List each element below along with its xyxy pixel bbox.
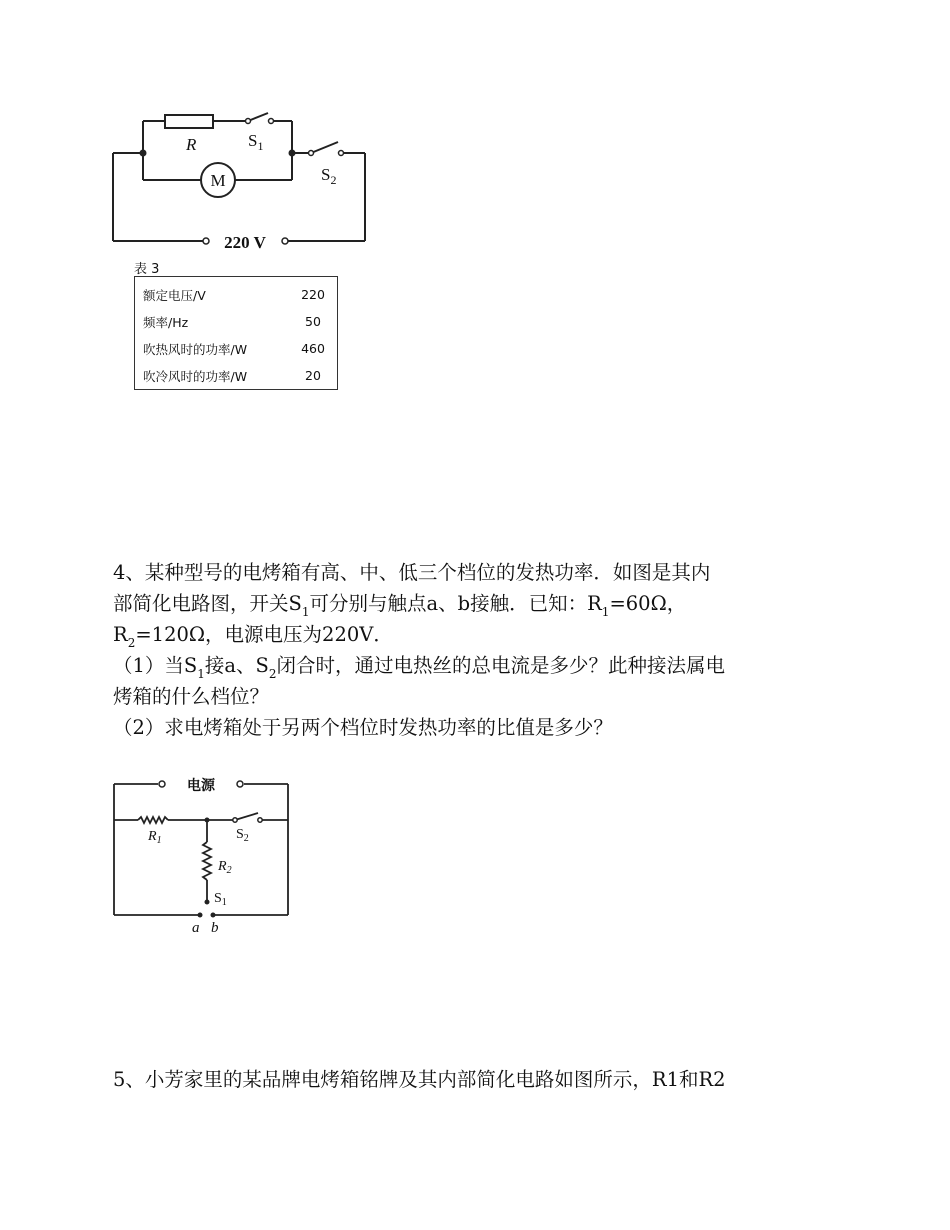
label-r: R (186, 135, 197, 154)
label-contact-b: b (211, 920, 219, 936)
question-4-line: 烤箱的什么档位？ (113, 685, 270, 708)
label-s2: $S_2$ (321, 165, 337, 187)
label-voltage: 220 V (224, 233, 266, 252)
label-motor: M (210, 171, 226, 190)
question-4-line: 部简化电路图，开关$S_1$可分别与触点a、b接触．已知：$R_1=60\Omega$， (113, 592, 687, 619)
table-row (143, 308, 329, 335)
label-s1: $S_1$ (214, 891, 227, 908)
row-label: 吹冷风时的功率/W (143, 368, 248, 384)
row-value: 50 (305, 314, 321, 329)
question-5-line: 5、小芳家里的某品牌电烤箱铭牌及其内部简化电路如图所示，R1和R2 (113, 1068, 726, 1091)
label-r1: $R_1$ (148, 829, 162, 846)
table-row (143, 335, 329, 362)
table-caption: 表 3 (134, 262, 160, 277)
switch-s2-symbol (311, 142, 338, 153)
row-value: 460 (301, 341, 325, 356)
question-4-line: 4、某种型号的电烤箱有高、中、低三个档位的发热功率．如图是其内 (113, 561, 711, 584)
resistor-r2-symbol (203, 842, 211, 880)
row-label: 额定电压/V (143, 287, 206, 303)
table-row (143, 362, 329, 389)
label-r2: $R_2$ (218, 859, 232, 876)
resistor-r-symbol (165, 115, 213, 128)
question-4-line: （2）求电烤箱处于另两个档位时发热功率的比值是多少？ (113, 716, 613, 739)
switch-s2-symbol (235, 813, 258, 820)
question-4 (113, 557, 843, 743)
row-label: 吹热风时的功率/W (143, 341, 248, 357)
resistor-r1-symbol (138, 817, 168, 823)
row-label: 频率/Hz (143, 314, 189, 330)
question-4-line: （1）当$S_1$接a、$S_2$闭合时，通过电热丝的总电流是多少？此种接法属电 (113, 654, 726, 681)
label-s2: $S_2$ (236, 827, 249, 844)
question-5 (113, 1064, 843, 1095)
row-value: 220 (301, 287, 325, 302)
hair-dryer-circuit-diagram (108, 108, 370, 258)
label-s1: $S_1$ (248, 131, 264, 153)
label-power-source: 电源 (187, 778, 215, 794)
row-value: 20 (305, 368, 321, 383)
spec-table (134, 276, 338, 390)
question-4-line: $R_2=120\Omega$，电源电压为220V． (113, 623, 393, 650)
table-row (143, 281, 329, 308)
oven-circuit-diagram (110, 772, 295, 937)
label-contact-a: a (192, 920, 200, 936)
